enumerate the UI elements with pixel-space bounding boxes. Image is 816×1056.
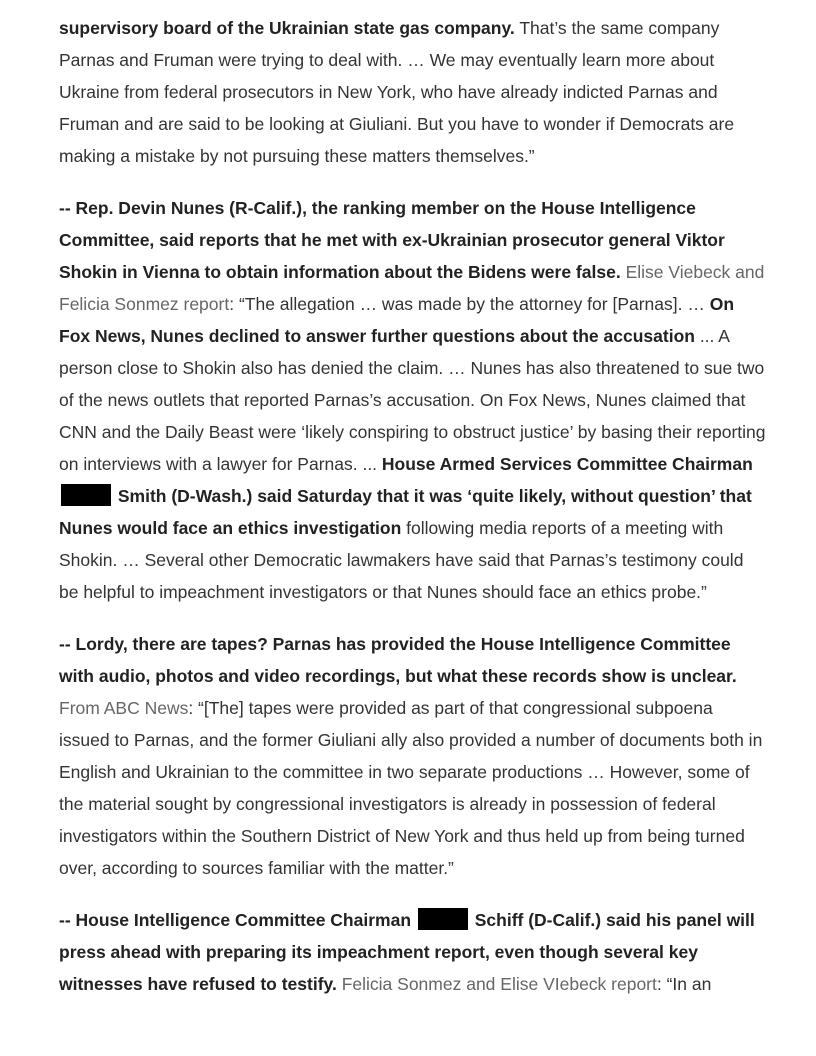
bold-text: Schiff (D-Calif.) said his panel will press ahead with preparing its impeachment report, even though several key witnesses have refused to testify.	[59, 910, 755, 994]
paragraph-1	[59, 12, 766, 172]
source-link[interactable]: Elise Viebeck and Felicia Sonmez report	[59, 262, 765, 314]
paragraph-4	[59, 904, 766, 1000]
redaction-box	[61, 484, 111, 506]
bold-text: -- Lordy, there are tapes? Parnas has provided the House Intelligence Committee with audio, photos and video recordings, but what these records show is unclear.	[59, 634, 737, 686]
bold-text: -- Rep. Devin Nunes (R-Calif.), the ranking member on the House Intelligence Committee, said reports that he met with ex-Ukrainian prosecutor general Viktor Shokin in Vienna to obtain information about the Bidens were false.	[59, 198, 725, 282]
bold-text: House Armed Services Committee Chairman	[381, 454, 753, 474]
source-link[interactable]: From ABC News	[59, 698, 189, 718]
body-text: : “In an	[656, 974, 712, 994]
paragraph-3	[59, 628, 766, 884]
paragraph-2	[59, 192, 766, 608]
bold-text: supervisory board of the Ukrainian state gas company.	[59, 18, 515, 38]
body-text: That’s the same company Parnas and Fruman were trying to deal with. … We may eventually learn more about Ukraine from federal prosecutors in New York, who have already indicted Parnas and Fruman and are said to be looking at Giuliani. But you have to wonder if Democrats are making a mistake by not pursuing these matters themselves.”	[59, 18, 735, 166]
bold-text: Smith (D-Wash.) said Saturday that it was ‘quite likely, without question’ that Nunes would face an ethics investigation	[59, 486, 752, 538]
body-text: following media reports of a meeting with Shokin. … Several other Democratic lawmakers have said that Parnas’s testimony could be helpful to impeachment investigators or that Nunes should face an ethics probe.”	[59, 518, 744, 602]
redaction-box	[418, 908, 468, 930]
body-text: : “[The] tapes were provided as part of that congressional subpoena issued to Parnas, and the former Giuliani ally also provided a number of documents both in English and Ukrainian to the committee in two separate productions … However, some of the material sought by congressional investigators is already in possession of federal investigators within the Southern District of New York and thus held up from being turned over, according to sources familiar with the matter.”	[59, 698, 763, 878]
body-text: ... A person close to Shokin also has denied the claim. … Nunes has also threatened to sue two of the news outlets that reported Parnas’s accusation. On Fox News, Nunes claimed that CNN and the Daily Beast were ‘likely conspiring to obstruct justice’ by basing their reporting on interviews with a lawyer for Parnas. ...	[59, 326, 766, 474]
bold-text: -- House Intelligence Committee Chairman	[59, 910, 416, 930]
bold-text: On Fox News, Nunes declined to answer further questions about the accusation	[59, 294, 735, 346]
body-text: : “The allegation … was made by the attorney for [Parnas]. …	[229, 294, 710, 314]
source-link[interactable]: Felicia Sonmez and Elise VIebeck report	[341, 974, 657, 994]
